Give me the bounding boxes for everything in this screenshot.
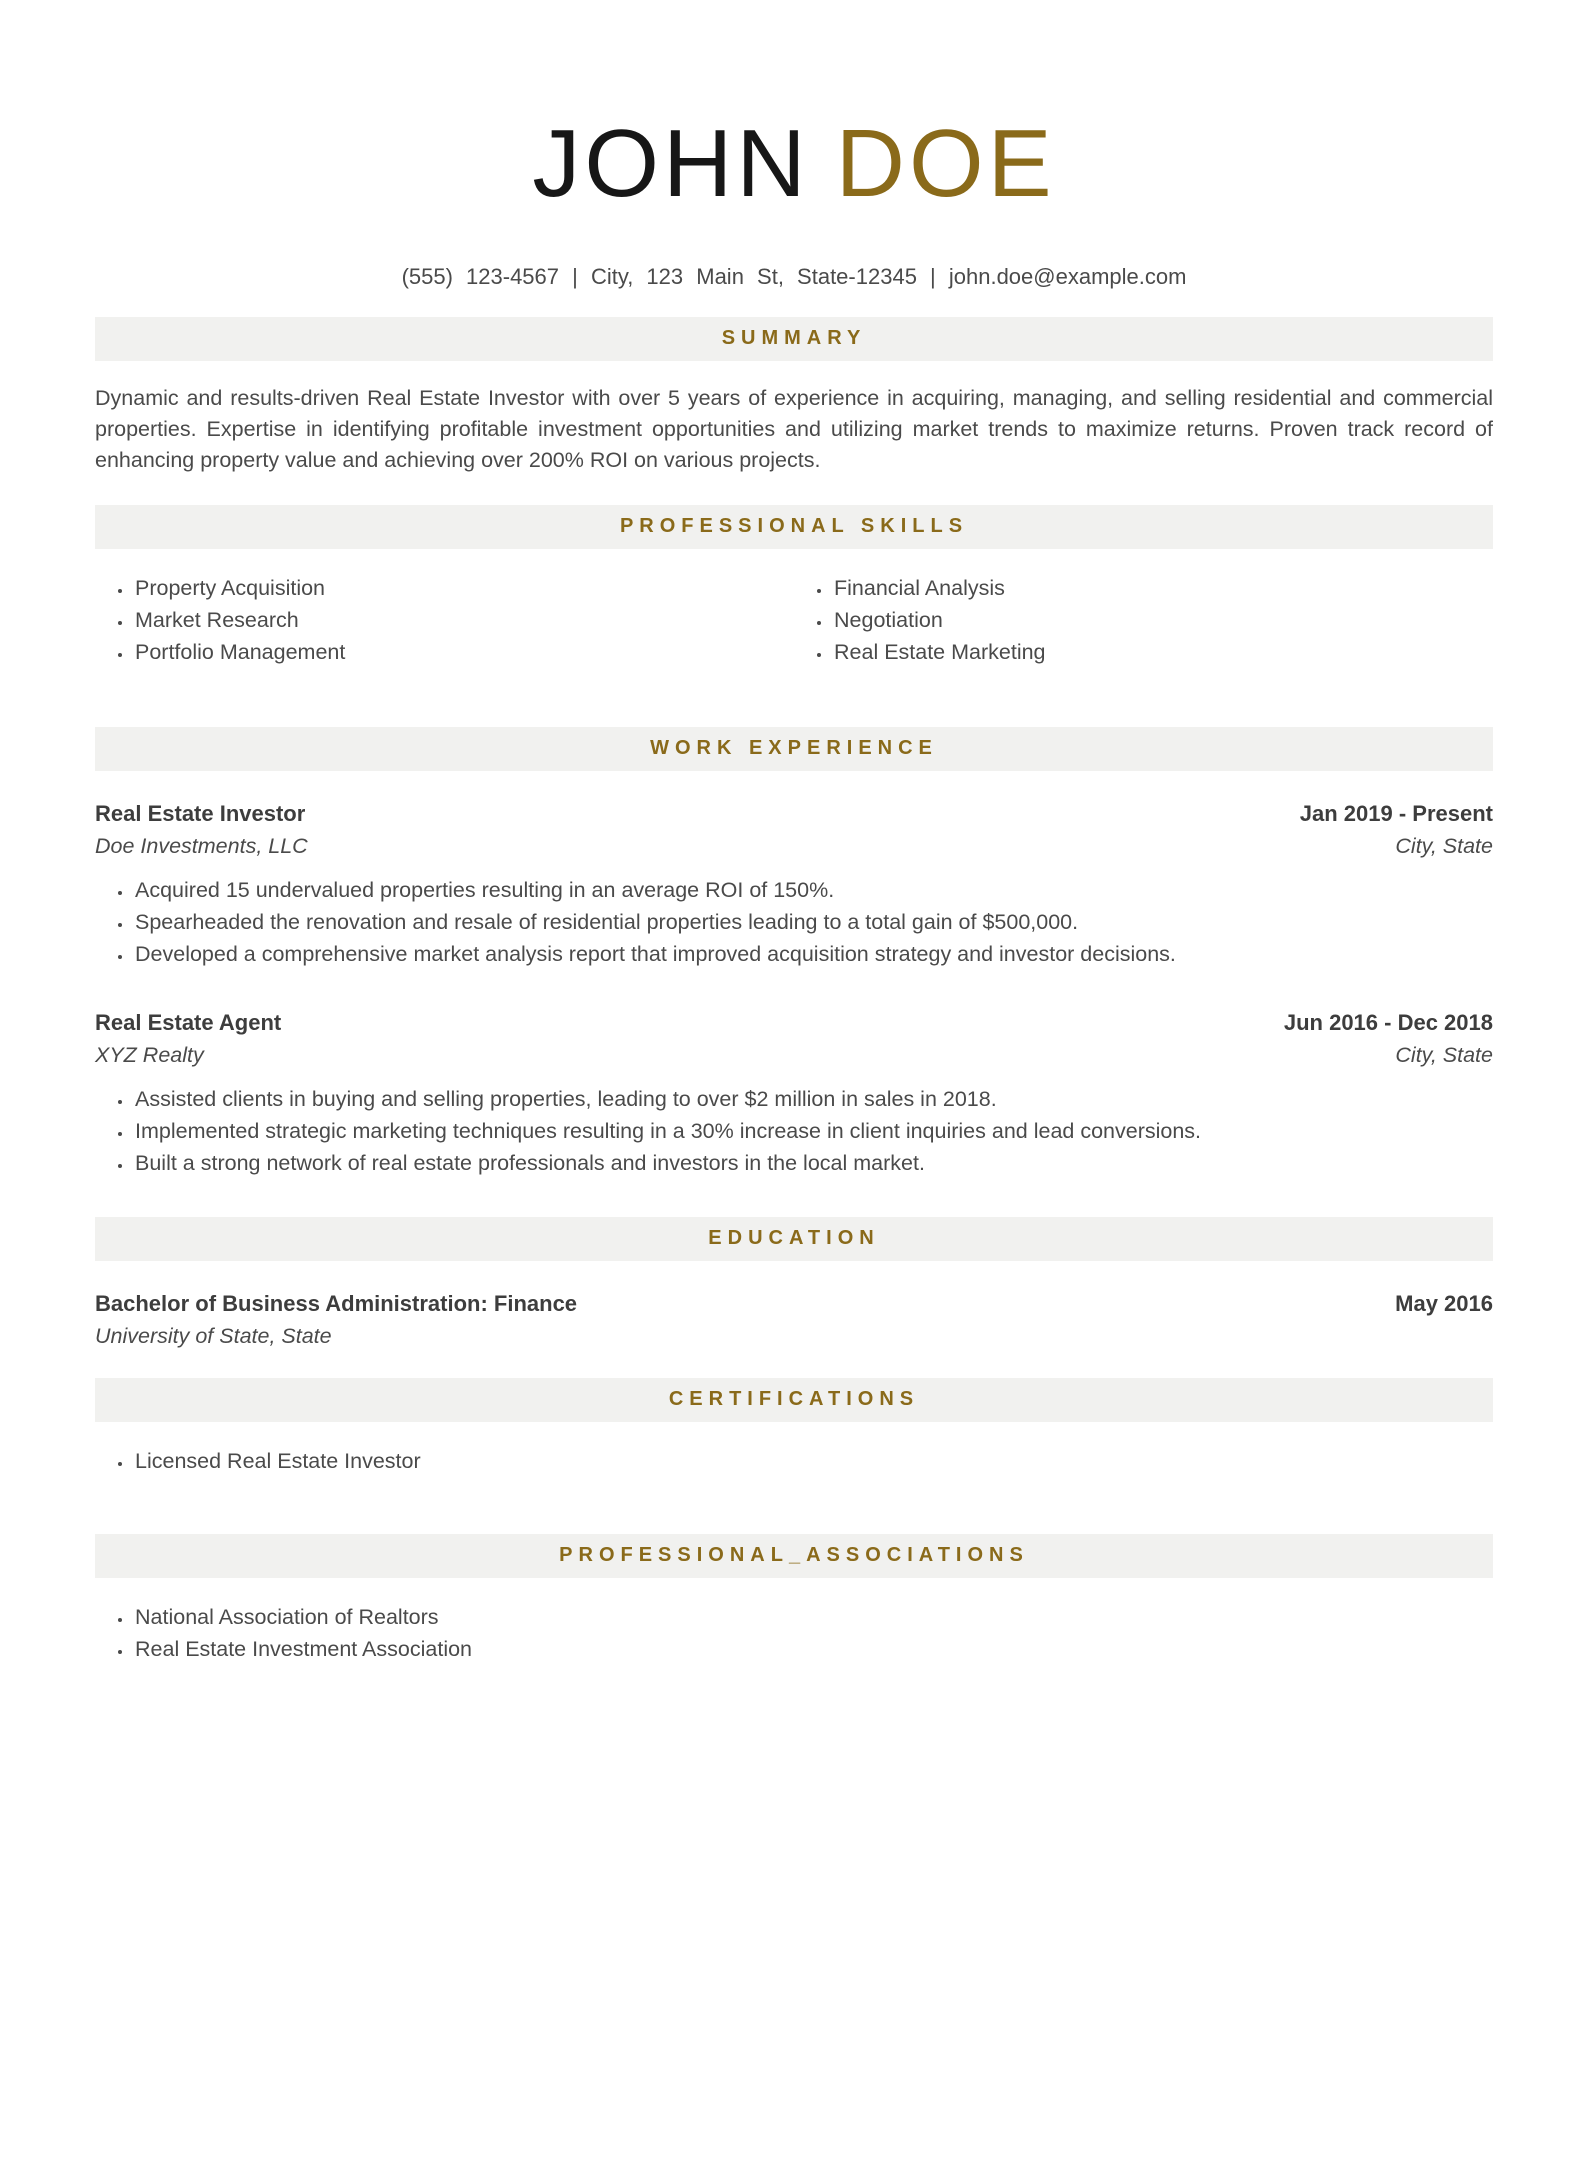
education-header <box>95 1288 1493 1320</box>
job-bullet: • Built a strong network of real estate professionals and investors in the local market. <box>133 1149 1493 1178</box>
skills-columns <box>95 574 1493 670</box>
job-location: City, State <box>1395 1043 1493 1067</box>
job-title: Real Estate Agent <box>95 1010 282 1035</box>
summary-text: Dynamic and results-driven Real Estate Investor with over 5 years of experience in acquiring, managing, and selling residential and commercial properties. Expertise in identifying profitable investment opportunities and utilizing market trends to maximize returns. Proven track record of enhancing property value and achieving over 200% ROI on various projects. <box>95 386 1493 472</box>
section-header-summary: SUMMARY <box>95 317 1493 361</box>
association-item: • Real Estate Investment Association <box>133 1635 1493 1664</box>
job-title: Real Estate Investor <box>95 801 306 826</box>
skill-item: • Market Research <box>133 606 794 635</box>
job-header <box>95 798 1493 830</box>
skills-list-right <box>794 574 1493 670</box>
skills-list-left <box>95 574 794 670</box>
last-name: DOE <box>835 110 1056 217</box>
education-school: University of State, State <box>95 1324 332 1348</box>
certifications-list <box>95 1447 1493 1476</box>
job-bullet: • Developed a comprehensive market analysis report that improved acquisition strategy and investor decisions. <box>133 940 1493 969</box>
education-date: May 2016 <box>1395 1291 1493 1316</box>
job-entry <box>95 1007 1493 1178</box>
association-item: • National Association of Realtors <box>133 1603 1493 1632</box>
first-name: JOHN <box>532 110 810 217</box>
job-subheader <box>95 1039 1493 1071</box>
job-bullet-list <box>95 1085 1493 1178</box>
job-company: XYZ Realty <box>95 1043 204 1067</box>
resume-page <box>0 110 1588 1664</box>
job-bullet: • Assisted clients in buying and selling properties, leading to over $2 million in sales in 2018. <box>133 1085 1493 1114</box>
section-header-education: EDUCATION <box>95 1217 1493 1261</box>
job-bullet: • Implemented strategic marketing techniques resulting in a 30% increase in client inquiries and lead conversions. <box>133 1117 1493 1146</box>
contact-line: (555) 123-4567 | City, 123 Main St, State-12345 | john.doe@example.com <box>401 264 1187 289</box>
job-entry <box>95 798 1493 969</box>
skill-item: • Financial Analysis <box>832 574 1493 603</box>
associations-list <box>95 1603 1493 1664</box>
education-degree: Bachelor of Business Administration: Finance <box>95 1291 578 1316</box>
job-dates: Jan 2019 - Present <box>1299 801 1493 826</box>
job-dates: Jun 2016 - Dec 2018 <box>1283 1010 1493 1035</box>
person-name <box>95 110 1493 217</box>
job-header <box>95 1007 1493 1039</box>
skill-item: • Negotiation <box>832 606 1493 635</box>
job-bullet-list <box>95 876 1493 969</box>
skill-item: • Property Acquisition <box>133 574 794 603</box>
certification-item: • Licensed Real Estate Investor <box>133 1447 1493 1476</box>
skill-item: • Portfolio Management <box>133 638 794 667</box>
section-header-professional-associations: PROFESSIONAL_ASSOCIATIONS <box>95 1534 1493 1578</box>
section-header-work-experience: WORK EXPERIENCE <box>95 727 1493 771</box>
job-location: City, State <box>1395 834 1493 858</box>
skill-item: • Real Estate Marketing <box>832 638 1493 667</box>
job-bullet: • Acquired 15 undervalued properties resulting in an average ROI of 150%. <box>133 876 1493 905</box>
job-company: Doe Investments, LLC <box>95 834 308 858</box>
job-subheader <box>95 830 1493 862</box>
section-header-certifications: CERTIFICATIONS <box>95 1378 1493 1422</box>
job-bullet: • Spearheaded the renovation and resale of residential properties leading to a total gain of $500,000. <box>133 908 1493 937</box>
section-header-skills: PROFESSIONAL SKILLS <box>95 505 1493 549</box>
